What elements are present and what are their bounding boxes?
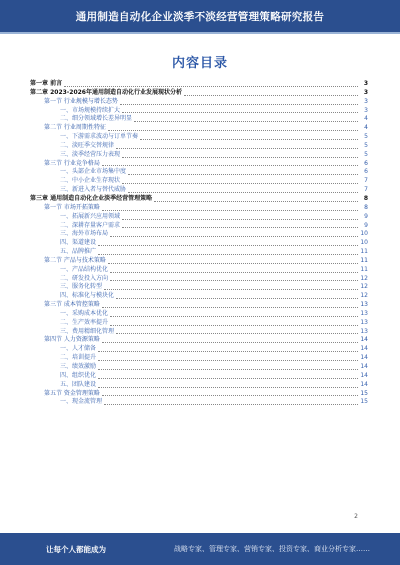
toc-entry-label: 三、服务化转型 [60,283,103,291]
toc-entry[interactable] [30,186,368,195]
toc-entry-page: 15 [360,398,368,406]
toc-dot-leader [104,289,358,290]
toc-entry[interactable] [30,151,368,160]
toc-entry-page: 7 [364,186,368,194]
toc-entry-label: 一、产品结构优化 [60,265,109,273]
toc-entry-page: 14 [360,336,368,344]
toc-entry[interactable] [30,98,368,107]
toc-entry-label: 第三节 行业竞争格局 [44,159,100,167]
toc-entry-page: 15 [360,389,368,397]
toc-entry[interactable] [30,301,368,310]
toc-entry[interactable] [30,266,368,275]
toc-dot-leader [102,395,358,396]
toc-entry-label: 第二节 产品与技术策略 [44,256,106,264]
toc-heading: 内容目录 [171,56,228,71]
toc-entry-page: 10 [360,239,368,247]
toc-entry[interactable] [30,248,368,257]
toc-entry-page: 11 [360,248,368,256]
toc-entry[interactable] [30,142,368,151]
toc-entry-page: 8 [363,194,368,202]
toc-entry-label: 二、培训提升 [60,354,97,362]
toc-entry-page: 9 [364,212,368,220]
toc-entry-page: 12 [360,283,368,291]
toc-dot-leader [104,404,358,405]
toc-entry[interactable] [30,230,368,239]
toc-entry-label: 一、人才储备 [60,345,97,353]
toc-entry-label: 五、品牌推广 [60,248,97,256]
toc-entry-page: 13 [360,327,368,335]
toc-entry-page: 14 [360,380,368,388]
toc-entry-page: 13 [360,301,368,309]
toc-entry[interactable] [30,177,368,186]
toc-entry-page: 5 [364,133,368,141]
toc-dot-leader [108,263,358,264]
toc-entry-label: 三、新进入者与替代威胁 [60,186,127,194]
toc-dot-leader [122,219,358,220]
toc-entry[interactable] [30,168,368,177]
toc-dot-leader [102,210,358,211]
toc-dot-leader [154,201,358,202]
toc-dot-leader [110,325,358,326]
toc-dot-leader [64,86,358,87]
toc-entry[interactable] [30,372,368,381]
toc-entry[interactable] [30,345,368,354]
toc-dot-leader [110,236,358,237]
toc-dot-leader [116,333,358,334]
toc-dot-leader [184,95,358,96]
toc-entry-page: 6 [364,168,368,176]
toc-dot-leader [128,192,358,193]
toc-entry-page: 5 [364,141,368,149]
toc-entry-label: 第三节 成本管控策略 [44,301,100,309]
toc-entry-label: 第一章 前言 [30,80,63,87]
toc-entry-page: 11 [360,256,368,264]
toc-entry-label: 二、研发投入方向 [60,274,109,282]
toc-dot-leader [122,112,358,113]
toc-entry-label: 二、深耕存量客户需求 [60,221,121,229]
toc-dot-leader [98,378,358,379]
toc-entry[interactable] [30,204,368,213]
toc-entry[interactable] [30,336,368,345]
toc-entry-label: 二、中小企业生存现状 [60,177,121,185]
toc-entry-label: 一、拓展新兴应用领域 [60,212,121,220]
toc-entry-page: 14 [360,363,368,370]
toc-entry[interactable] [30,310,368,319]
toc-entry-page: 13 [360,309,368,317]
toc-dot-leader [98,387,358,388]
toc-entry-label: 五、团队建设 [60,380,97,388]
toc-dot-leader [110,316,358,317]
toc-entry-page: 13 [360,318,368,326]
table-of-contents [30,80,368,407]
footer-slogan: 让每个人都能成为 [46,544,106,554]
toc-dot-leader [128,174,358,175]
toc-entry-label: 二、细分领域增长差异明显 [60,115,133,123]
toc-entry-label: 三、费用精细化管理 [60,327,115,335]
toc-entry-page: 9 [364,221,368,229]
toc-entry[interactable] [30,292,368,301]
toc-entry-label: 三、海外市场布局 [60,230,109,238]
toc-entry-label: 一、头部企业市场集中度 [60,168,127,176]
toc-entry-label: 四、渠道建设 [60,239,97,247]
toc-entry[interactable] [30,133,368,142]
toc-entry-page: 5 [364,150,368,158]
toc-entry-label: 四、组织优化 [60,371,97,379]
toc-entry-label: 第五节 资金管理策略 [44,389,100,397]
report-footer [0,533,400,565]
toc-entry-page: 11 [360,265,368,273]
toc-dot-leader [116,148,358,149]
toc-entry-label: 三、绩效激励 [60,363,97,370]
toc-dot-leader [98,360,358,361]
toc-dot-leader [98,369,358,370]
toc-entry[interactable] [30,283,368,292]
toc-entry[interactable] [30,398,368,407]
toc-dot-leader [134,121,358,122]
toc-dot-leader [102,165,358,166]
toc-entry[interactable] [30,319,368,328]
toc-entry[interactable] [30,195,368,204]
toc-dot-leader [110,280,358,281]
toc-dot-leader [108,130,358,131]
toc-entry-label: 第二节 行业周期性特征 [44,124,106,132]
toc-entry-label: 二、生产效率提升 [60,318,109,326]
toc-entry-page: 12 [360,274,368,282]
toc-entry[interactable] [30,363,368,372]
toc-entry-label: 一、下游需求波动与订单节奏 [60,133,139,141]
toc-dot-leader [110,272,358,273]
toc-entry-page: 14 [360,371,368,379]
toc-entry[interactable] [30,89,368,98]
toc-dot-leader [98,351,358,352]
footer-tagline: 战略专家、管理专家、营销专家、投资专家、商业分析专家…… [174,545,370,553]
toc-entry-label: 一、市场规模持续扩大 [60,106,121,114]
toc-entry-page: 3 [363,88,368,96]
toc-dot-leader [122,157,358,158]
toc-dot-leader [140,139,358,140]
toc-entry-label: 三、淡季经营压力表现 [60,150,121,158]
toc-entry[interactable] [30,124,368,133]
toc-entry-page: 14 [360,354,368,362]
toc-entry-label: 二、淡旺季交替规律 [60,141,115,149]
report-header [0,0,400,32]
toc-entry[interactable] [30,80,368,89]
toc-dot-leader [122,183,358,184]
toc-dot-leader [98,254,358,255]
toc-entry-label: 第二章 2023-2026年通用制造自动化行业发展现状分析 [30,88,182,96]
toc-entry[interactable] [30,354,368,363]
toc-dot-leader [102,307,358,308]
toc-entry-page: 10 [360,230,368,238]
toc-entry[interactable] [30,213,368,222]
toc-dot-leader [122,227,358,228]
toc-dot-leader [116,298,358,299]
toc-entry[interactable] [30,257,368,266]
toc-dot-leader [102,342,358,343]
toc-entry-label: 第三章 通用制造自动化企业淡季经营管理策略 [30,194,153,202]
toc-entry-page: 4 [364,115,368,123]
toc-entry-label: 第一节 行业规模与增长态势 [44,97,118,105]
toc-entry-label: 一、采购成本优化 [60,309,109,317]
page-number: 2 [354,513,358,520]
toc-entry-page: 14 [360,345,368,353]
toc-entry-label: 四、标准化与模块化 [60,292,115,300]
report-title: 通用制造自动化企业淡季不淡经营管理策略研究报告 [75,10,325,23]
toc-entry-label: 第四节 人力资源策略 [44,336,100,344]
toc-entry-page: 6 [364,159,368,167]
toc-entry[interactable] [30,381,368,390]
toc-dot-leader [98,245,358,246]
toc-entry-page: 7 [364,177,368,185]
toc-entry[interactable] [30,239,368,248]
toc-dot-leader [120,104,358,105]
header-divider [0,32,400,34]
toc-entry-page: 3 [364,97,368,105]
toc-entry-page: 8 [364,203,368,211]
toc-entry-page: 3 [363,80,368,87]
toc-entry-page: 3 [364,106,368,114]
toc-entry-page: 4 [364,124,368,132]
toc-entry-label: 第一节 市场开拓策略 [44,203,100,211]
toc-entry-page: 12 [360,292,368,300]
toc-entry[interactable] [30,115,368,124]
toc-entry-label: 一、现金流管理 [60,398,103,406]
